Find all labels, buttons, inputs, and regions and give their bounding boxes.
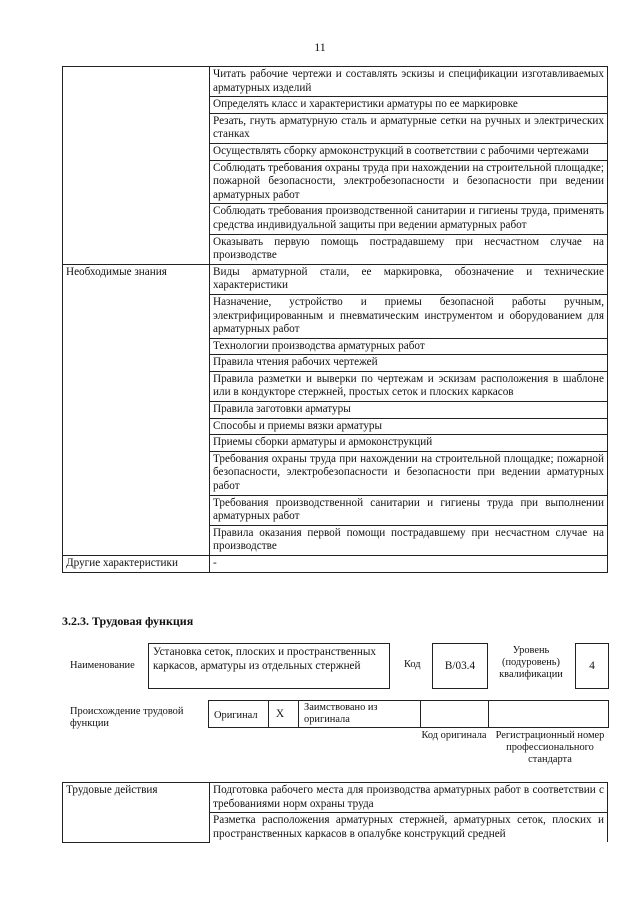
skill-item: Читать рабочие чертежи и составлять эскизы и спецификации изготавливаемых арматурных изделий bbox=[210, 67, 608, 97]
knowledge-item: Правила разметки и выверки по чертежам и эскизам расположения в шаблоне или в кондукторе стержней, простых сеток и плоских каркасов bbox=[210, 371, 608, 401]
skills-label-cell bbox=[63, 67, 210, 265]
other-value: - bbox=[210, 556, 608, 573]
name-value: Установка сеток, плоских и пространственных каркасов, арматуры из отдельных стержней bbox=[153, 646, 376, 672]
origin-divider bbox=[268, 700, 269, 728]
knowledge-item: Требования охраны труда при нахождении на строительной площадке; пожарной безопасности, электробезопасности и безопасности при ведении арматурных работ bbox=[210, 451, 608, 495]
knowledge-label: Необходимые знания bbox=[63, 264, 210, 555]
other-label: Другие характеристики bbox=[63, 556, 210, 573]
level-value: 4 bbox=[589, 660, 595, 672]
table-row bbox=[63, 264, 608, 294]
skills-knowledge-table bbox=[62, 66, 608, 573]
skill-item: Оказывать первую помощь пострадавшему при несчастном случае на производстве bbox=[210, 234, 608, 264]
actions-table bbox=[62, 782, 608, 843]
original-label: Оригинал bbox=[214, 710, 258, 721]
knowledge-item: Требования производственной санитарии и гигиены труда при выполнении арматурных работ bbox=[210, 495, 608, 525]
level-value-box bbox=[575, 643, 609, 689]
knowledge-item: Назначение, устройство и приемы безопасной работы ручным, электрифицированным и пневматическим инструментом и оборудованием для арматурных работ bbox=[210, 294, 608, 338]
skill-item: Резать, гнуть арматурную сталь и арматурные сетки на ручных и электрических станках bbox=[210, 113, 608, 143]
action-item: Разметка расположения арматурных стержней, арматурных сеток, плоских и пространственных каркасов в опалубке конструкций средней bbox=[210, 813, 608, 843]
borrowed-label: Заимствовано из оригинала bbox=[304, 702, 378, 725]
section-heading: 3.2.3. Трудовая функция bbox=[62, 614, 194, 628]
code-value: B/03.4 bbox=[444, 660, 476, 672]
reg-number-label: Регистрационный номер профессионального стандарта bbox=[495, 730, 605, 765]
knowledge-item: Правила чтения рабочих чертежей bbox=[210, 355, 608, 372]
knowledge-item: Правила оказания первой помощи пострадавшему при несчастном случае на производстве bbox=[210, 525, 608, 555]
origin-divider bbox=[488, 700, 489, 728]
knowledge-item: Виды арматурной стали, ее маркировка, обозначение и технические характеристики bbox=[210, 264, 608, 294]
level-label: Уровень (подуровень) квалификации bbox=[499, 645, 563, 680]
table-row bbox=[63, 783, 608, 813]
original-mark: X bbox=[276, 708, 285, 720]
knowledge-item: Правила заготовки арматуры bbox=[210, 402, 608, 419]
skill-item: Определять класс и характеристики арматуры по ее маркировке bbox=[210, 97, 608, 114]
action-item: Подготовка рабочего места для производства арматурных работ в соответствии с требованиями норм охраны труда bbox=[210, 783, 608, 813]
name-label: Наименование bbox=[70, 660, 135, 671]
skill-item: Соблюдать требования охраны труда при нахождении на строительной площадке; пожарной безопасности, электробезопасности и безопасности при ведении арматурных работ bbox=[210, 160, 608, 204]
code-label: Код bbox=[404, 659, 421, 670]
page-number: 11 bbox=[314, 40, 326, 54]
skill-item: Осуществлять сборку армоконструкций в соответствии с рабочими чертежами bbox=[210, 143, 608, 160]
knowledge-item: Технологии производства арматурных работ bbox=[210, 338, 608, 355]
table-row bbox=[63, 556, 608, 573]
origin-label: Происхождение трудовой функции bbox=[70, 706, 184, 729]
knowledge-item: Приемы сборки арматуры и армоконструкций bbox=[210, 435, 608, 452]
actions-label: Трудовые действия bbox=[63, 783, 210, 843]
knowledge-item: Способы и приемы вязки арматуры bbox=[210, 418, 608, 435]
code-original-label: Код оригинала bbox=[421, 730, 487, 741]
skill-item: Соблюдать требования производственной санитарии и гигиены труда, применять средства индивидуальной защиты при ведении арматурных работ bbox=[210, 204, 608, 234]
origin-divider bbox=[420, 700, 421, 728]
table-row bbox=[63, 67, 608, 97]
name-value-box bbox=[148, 643, 390, 689]
origin-divider bbox=[298, 700, 299, 728]
code-value-box bbox=[432, 643, 488, 689]
